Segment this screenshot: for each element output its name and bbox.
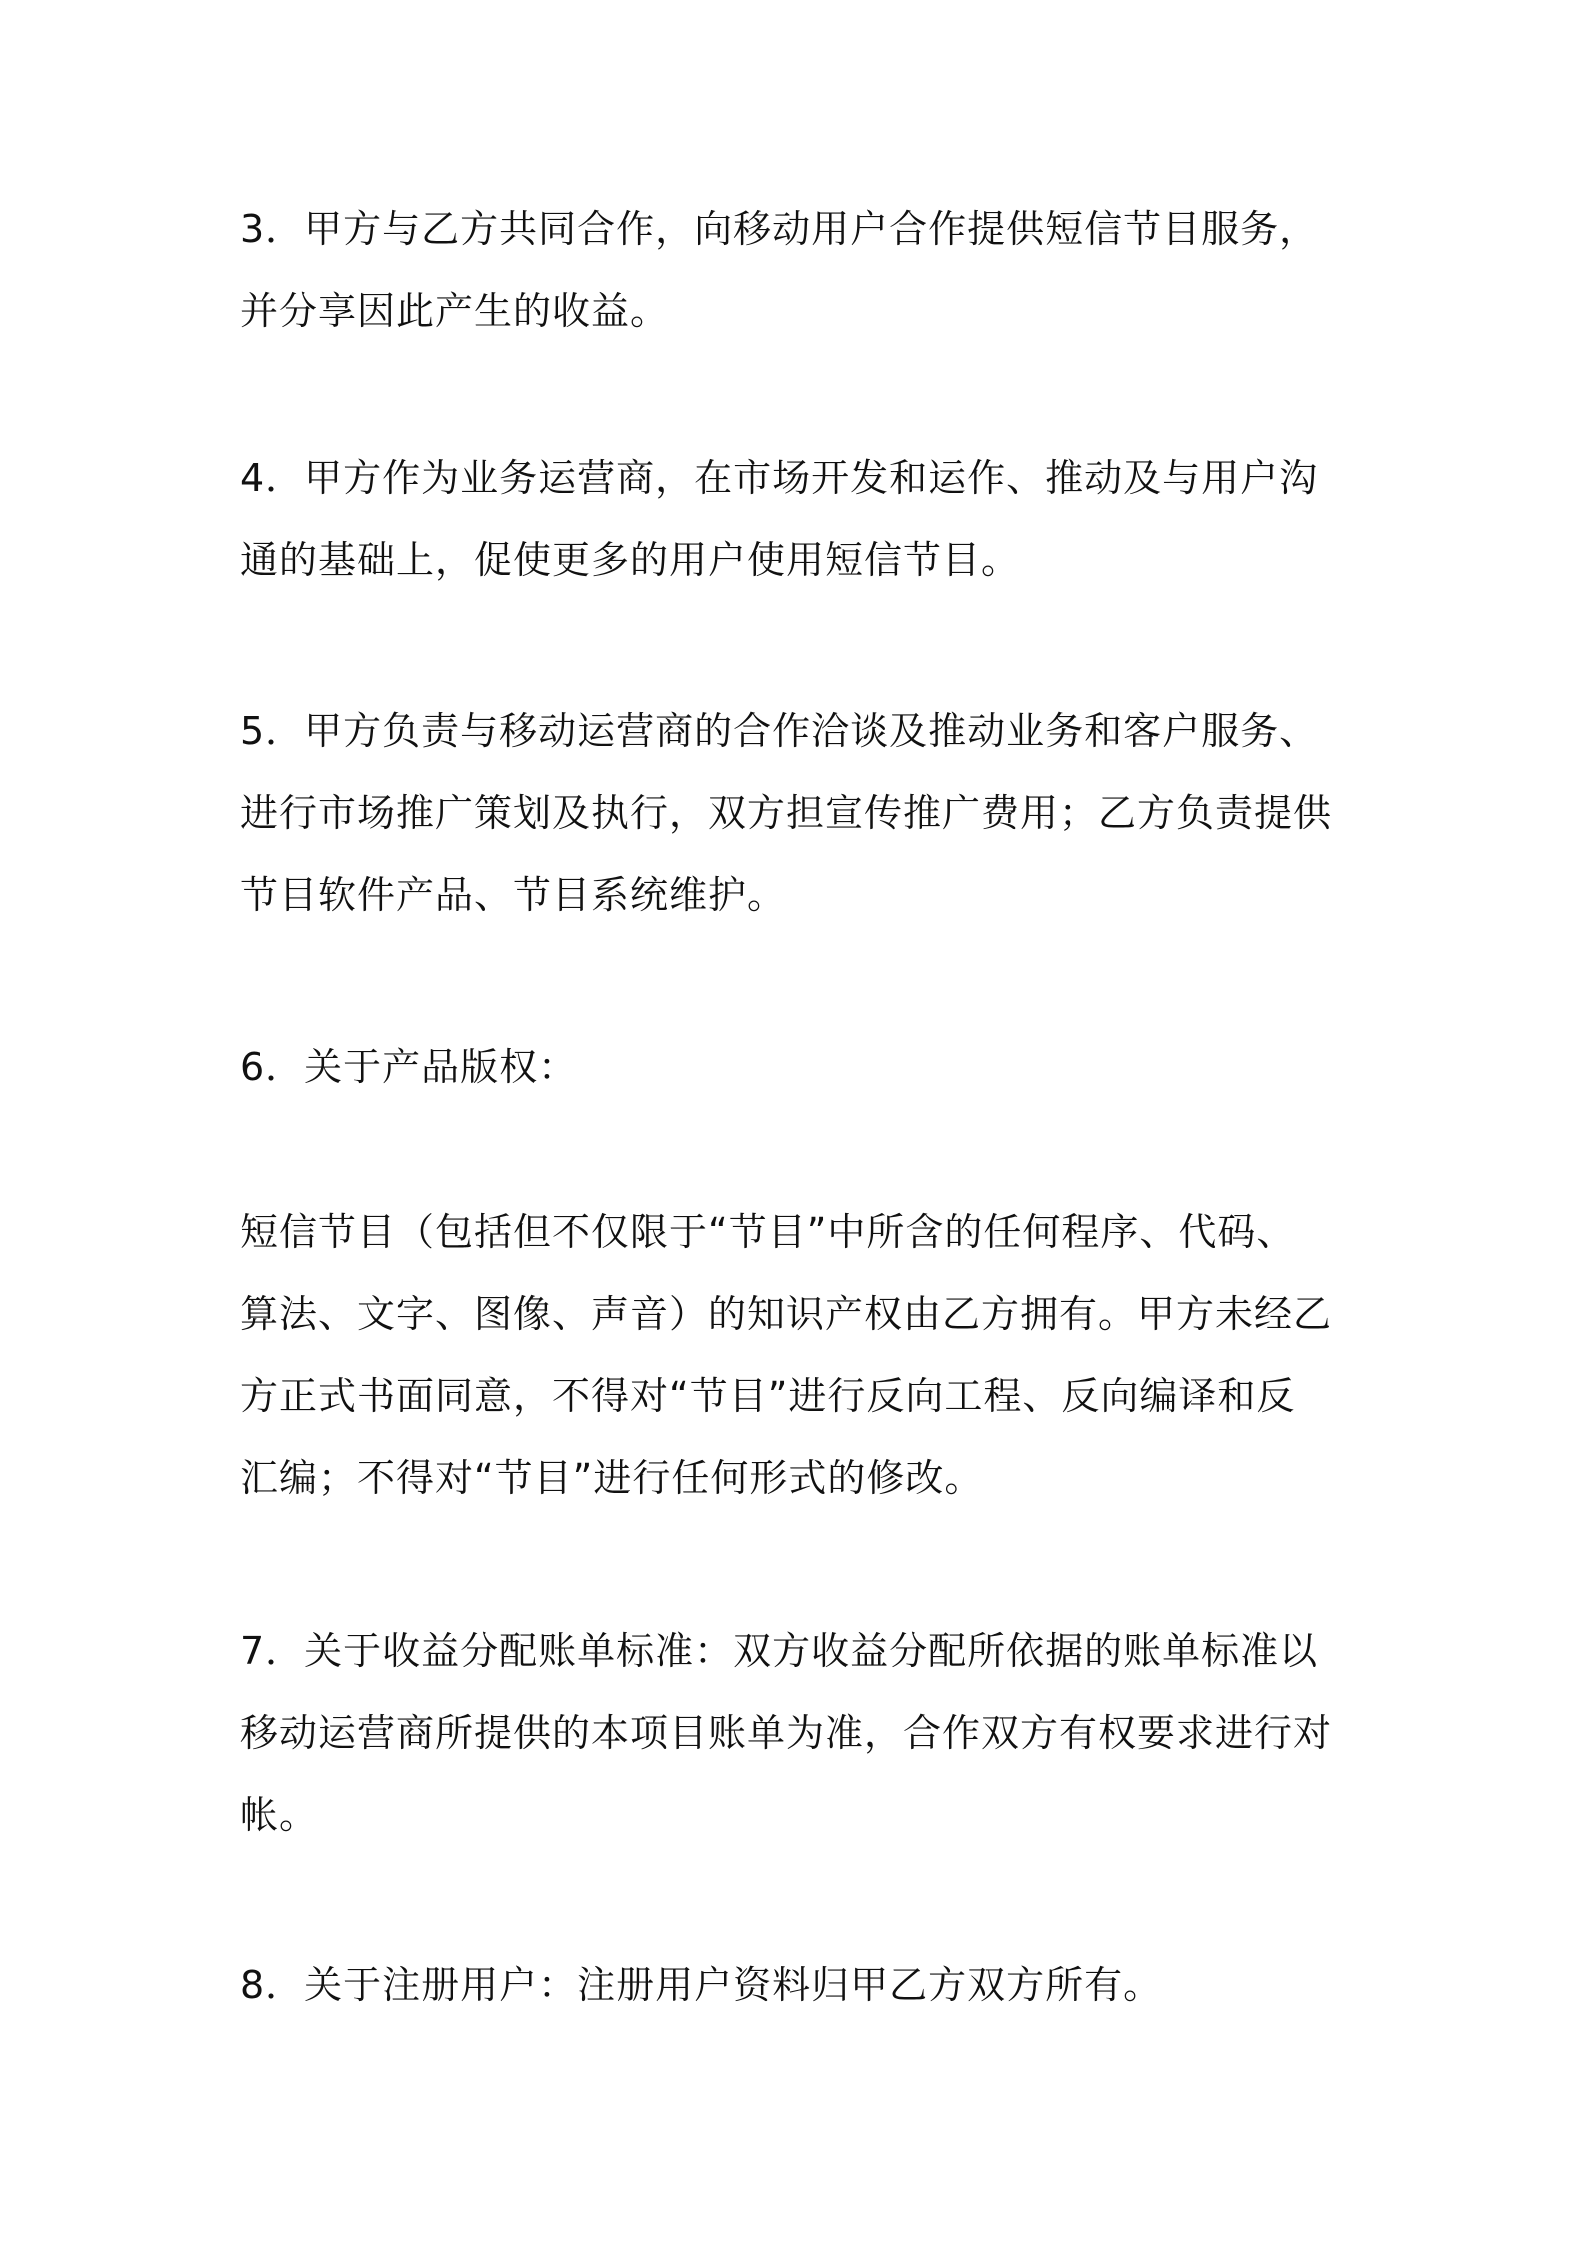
text-line: 6．关于产品版权： (240, 1045, 578, 1089)
paragraph-clause-8 (240, 1944, 1380, 2026)
text-line: 并分享因此产生的收益。 (240, 289, 670, 333)
text-line: 汇编；不得对“节目”进行任何形式的修改。 (240, 1456, 984, 1500)
text-line: 7．关于收益分配账单标准：双方收益分配所依据的账单标准以 (240, 1629, 1319, 1673)
text-line: 方正式书面同意，不得对“节目”进行反向工程、反向编译和反 (240, 1374, 1296, 1418)
paragraph-clause-7 (240, 1610, 1380, 1856)
text-line: 节目软件产品、节目系统维护。 (240, 873, 787, 917)
text-line: 8．关于注册用户：注册用户资料归甲乙方双方所有。 (240, 1963, 1163, 2007)
text-line: 算法、文字、图像、声音）的知识产权由乙方拥有。甲方未经乙 (240, 1292, 1333, 1336)
paragraph-clause-5 (240, 690, 1380, 936)
text-line: 移动运营商所提供的本项目账单为准，合作双方有权要求进行对 (240, 1711, 1333, 1755)
text-line: 帐。 (240, 1793, 319, 1837)
text-line: 短信节目（包括但不仅限于“节目”中所含的任何程序、代码、 (240, 1210, 1296, 1254)
paragraph-clause-3 (240, 188, 1380, 352)
text-line: 通的基础上，促使更多的用户使用短信节目。 (240, 538, 1021, 582)
text-line: 4．甲方作为业务运营商，在市场开发和运作、推动及与用户沟 (240, 456, 1319, 500)
paragraph-clause-6-body (240, 1191, 1380, 1519)
paragraph-clause-6-heading (240, 1026, 1380, 1108)
paragraph-clause-4 (240, 437, 1380, 601)
text-line: 进行市场推广策划及执行，双方担宣传推广费用；乙方负责提供 (240, 791, 1333, 835)
text-line: 5．甲方负责与移动运营商的合作洽谈及推动业务和客户服务、 (240, 709, 1319, 753)
text-line: 3．甲方与乙方共同合作，向移动用户合作提供短信节目服务， (240, 207, 1319, 251)
